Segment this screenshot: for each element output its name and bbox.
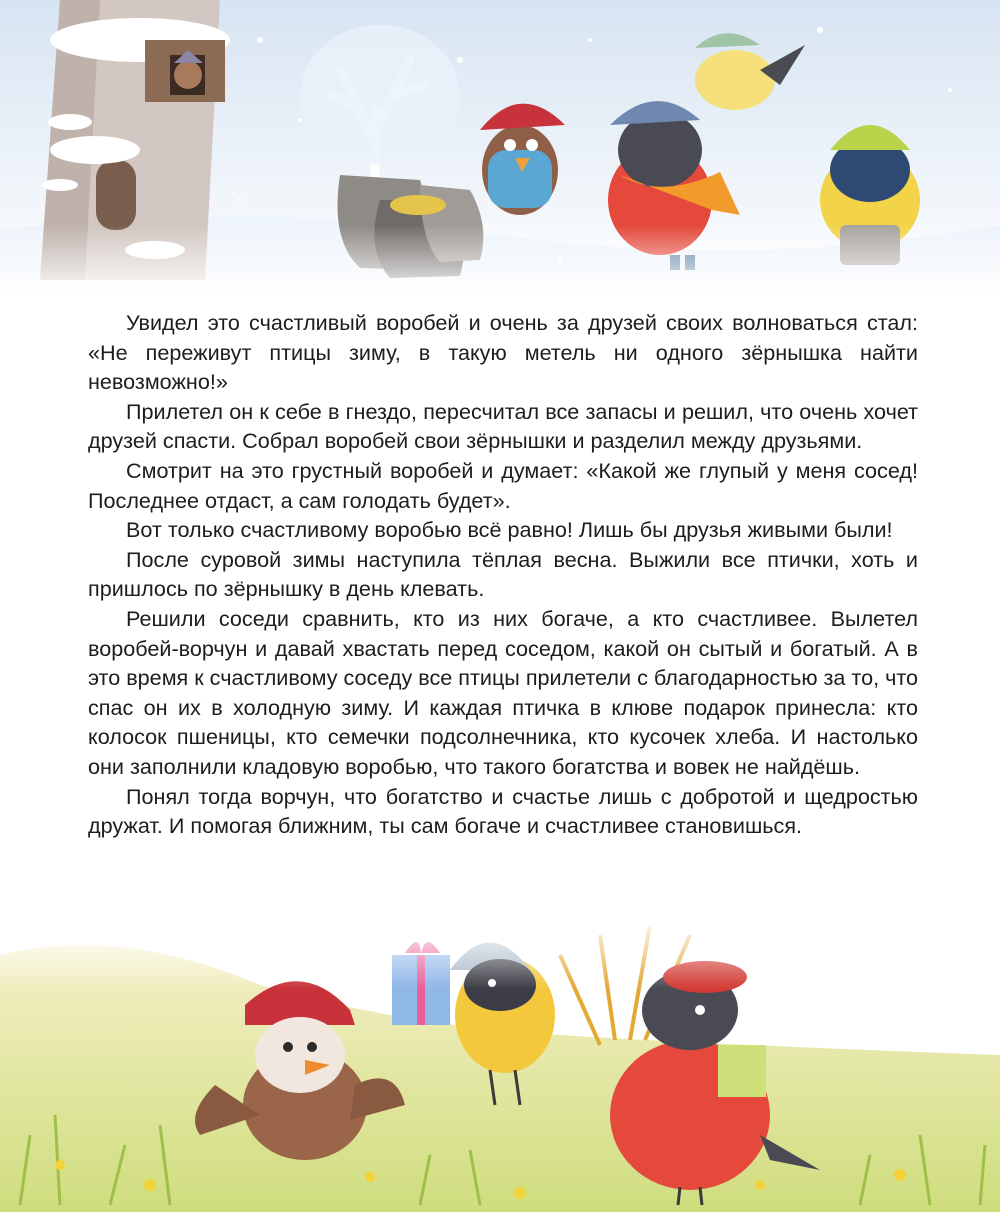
story-paragraph: Увидел это счастливый воробей и очень за друзей своих волноваться стал: «Не переживут птицы зиму, в такую метель ни одного зёрнышка найти невозможно!» [88, 310, 918, 395]
story-paragraph: Понял тогда ворчун, что богатство и счастье лишь с добротой и щедростью дружат. И помогая ближним, ты сам богаче и счастливее становишься. [88, 783, 918, 839]
story-paragraph: После суровой зимы наступила тёплая весна. Выжили все птички, хоть и пришлось по зёрнышку в день клевать. [88, 546, 918, 602]
story-text [88, 308, 918, 841]
story-paragraph: Прилетел он к себе в гнездо, пересчитал все запасы и решил, что очень хочет друзей спасти. Собрал воробей свои зёрнышки и разделил между друзьями. [88, 398, 918, 454]
story-paragraph: Смотрит на это грустный воробей и думает: «Какой же глупый у меня сосед! Последнее отдаст, а сам голодать будет». [88, 457, 918, 513]
story-paragraph: Вот только счастливому воробью всё равно! Лишь бы друзья живыми были! [126, 517, 893, 543]
story-paragraph: Решили соседи сравнить, кто из них богаче, а кто счастливее. Вылетел воробей-ворчун и давай хвастать перед соседом, какой он сытый и богатый. А в это время к счастливому соседу все птицы прилетели с благодарностью за то, что спас он их в холодную зиму. И каждая птичка в клюве подарок принесла: кто колосок пшеницы, кто семечки подсолнечника, кто кусочек хлеба. И настолько они заполнили кладовую воробью, что такого богатства и вовек не найдёшь. [88, 605, 918, 779]
winter-illustration [0, 0, 1000, 300]
spring-illustration [0, 915, 1000, 1212]
